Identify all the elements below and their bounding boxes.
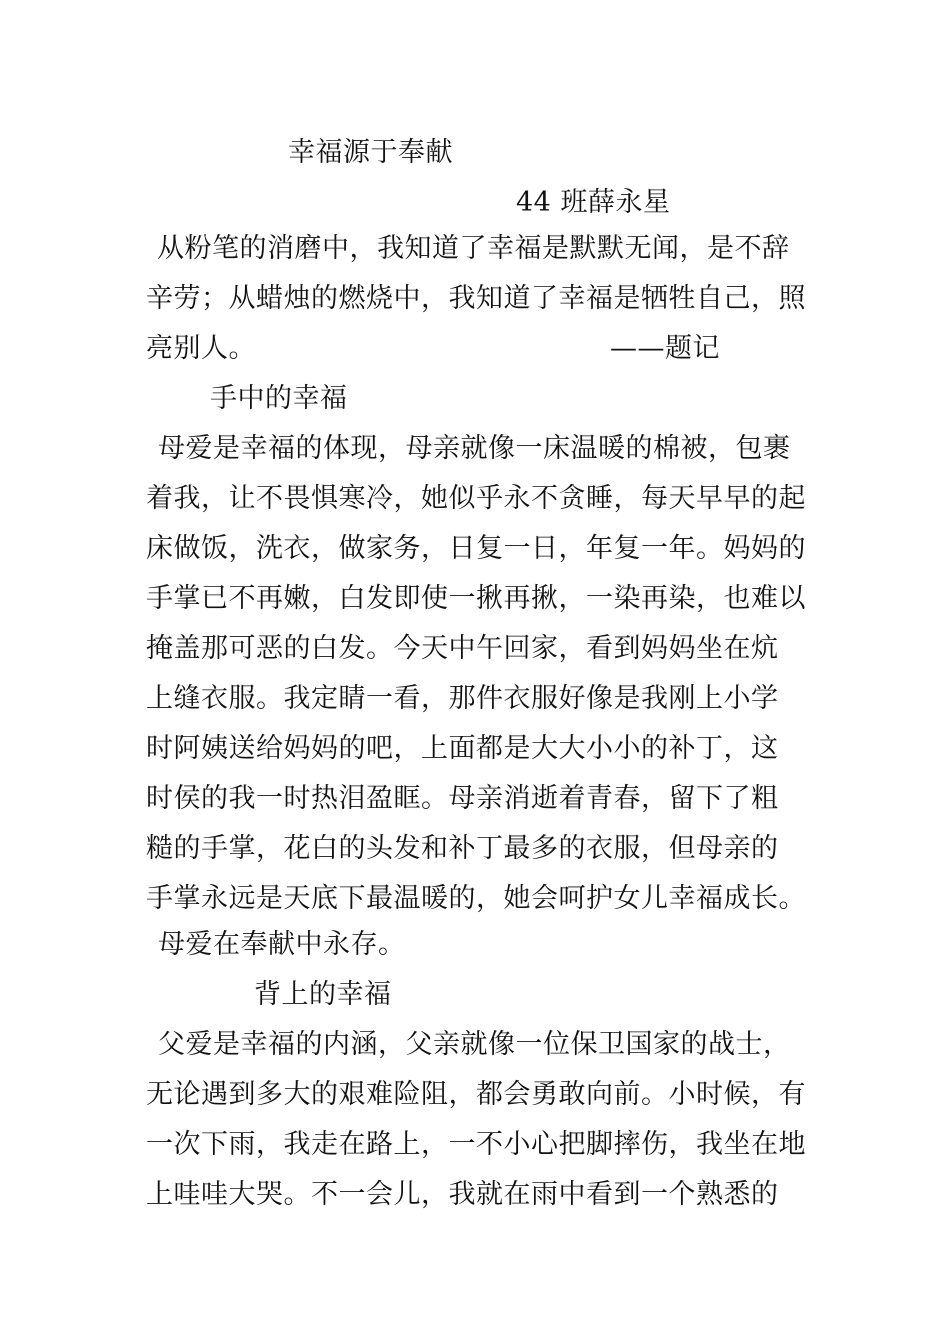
author-line: 44 班薛永星 <box>516 187 671 218</box>
section-heading: 背上的幸福 <box>254 979 392 1010</box>
paragraph-line: 糙的手掌，花白的头发和补丁最多的衣服，但母亲的 <box>146 833 779 864</box>
paragraph-line: 母爱在奉献中永存。 <box>158 929 406 960</box>
epigraph-line-text: 亮别人。 <box>146 333 256 364</box>
epigraph-line: 辛劳；从蜡烛的燃烧中，我知道了幸福是牺牲自己，照 <box>146 283 806 314</box>
paragraph-line: 母爱是幸福的体现，母亲就像一床温暖的棉被，包裹 <box>158 433 791 464</box>
epigraph-line <box>146 324 826 374</box>
paragraph-line: 无论遇到多大的艰难险阻，都会勇敢向前。小时候，有 <box>146 1079 806 1110</box>
paragraph-line: 上哇哇大哭。不一会儿，我就在雨中看到一个熟悉的 <box>146 1179 779 1210</box>
paragraph-line: 手掌已不再嫩，白发即使一揪再揪，一染再染，也难以 <box>146 583 806 614</box>
paragraph-line: 床做饭，洗衣，做家务，日复一日，年复一年。妈妈的 <box>146 533 806 564</box>
essay-title: 幸福源于奉献 <box>288 137 453 168</box>
section-heading: 手中的幸福 <box>210 383 348 414</box>
paragraph-line: 时阿姨送给妈妈的吧，上面都是大大小小的补丁，这 <box>146 733 779 764</box>
paragraph-line: 手掌永远是天底下最温暖的，她会呵护女儿幸福成长。 <box>146 883 806 914</box>
paragraph-line: 掩盖那可恶的白发。今天中午回家，看到妈妈坐在炕 <box>146 633 779 664</box>
paragraph-line: 一次下雨，我走在路上，一不小心把脚摔伤，我坐在地 <box>146 1129 806 1160</box>
paragraph-line: 时侯的我一时热泪盈眶。母亲消逝着青春，留下了粗 <box>146 783 779 814</box>
epigraph-signature: ——题记 <box>610 333 720 364</box>
paragraph-line: 着我，让不畏惧寒冷，她似乎永不贪睡，每天早早的起 <box>146 483 806 514</box>
paragraph-line: 上缝衣服。我定睛一看，那件衣服好像是我刚上小学 <box>146 683 779 714</box>
epigraph-line: 从粉笔的消磨中，我知道了幸福是默默无闻，是不辞 <box>157 233 790 264</box>
paragraph-line: 父爱是幸福的内涵，父亲就像一位保卫国家的战士， <box>158 1029 791 1060</box>
